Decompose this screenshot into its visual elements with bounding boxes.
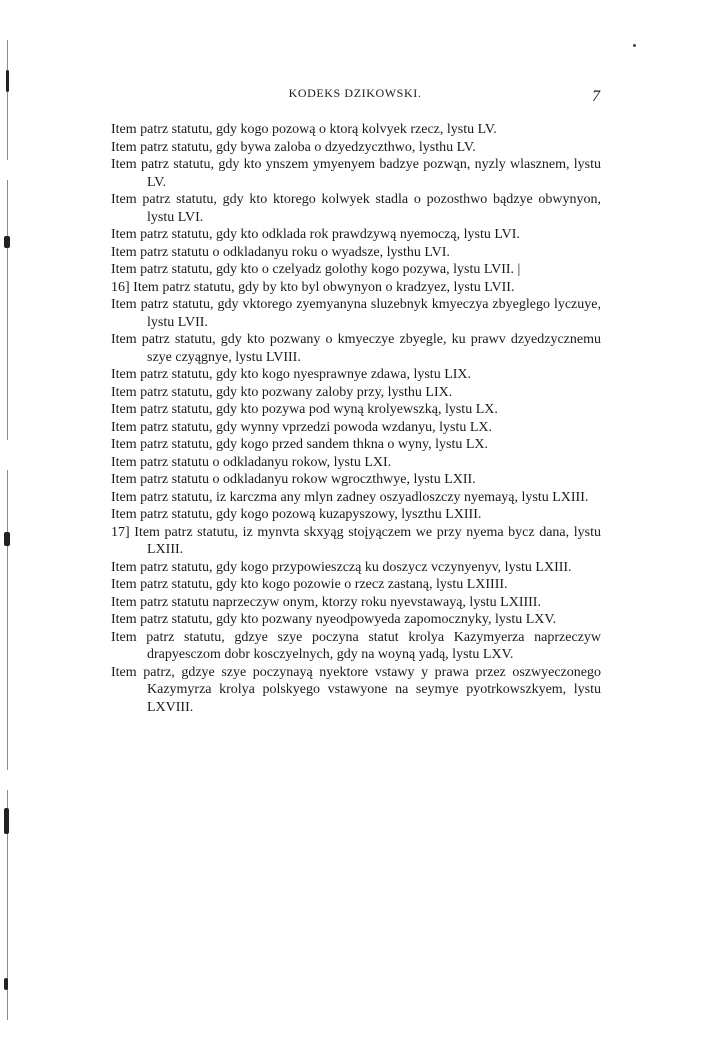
entry: Item patrz statutu, gdy kto pozwany zaloby przy, lysthu LIX. [111,384,453,400]
entry: Item patrz statutu, gdy vktorego zyemyanyna sluzebnyk kmyeczya zbyeglego lyczuye, lystu LVII. [111,297,601,330]
entry: Item patrz statutu, gdy kto pozwany nyeodpowyeda zapomocznyky, lystu LXV. [111,612,557,627]
scan-dot [633,44,636,47]
entry: Item patrz statutu, iz karczma any mlyn zadney oszyadloszczy nyemayą, lystu LXIII. [111,489,589,505]
entry: Item patrz statutu, gdy kogo pozową kuzapyszowy, lyszthu LXIII. [111,507,482,522]
entry: Item patrz statutu, gdy kogo przypowieszczą ku doszycz vczynyenyv, lystu LXIII. [111,559,572,575]
entry: Item patrz statutu, gdy kogo pozową o ktorą kolvyek rzecz, lystu LV. [111,122,497,137]
entry: 16] Item patrz statutu, gdy by kto byl obwynyon o kradzyez, lystu LVII. [111,279,515,295]
entry: Item patrz statutu, gdy kto odklada rok prawdzywą nyemoczą, lystu LVI. [111,227,520,242]
entry: Item patrz statutu, gdy kto kogo nyesprawnye zdawa, lystu LIX. [111,367,472,382]
entry: Item patrz statutu, gdy kto pozywa pod wyną krolyewszką, lystu LX. [111,402,498,417]
entry: Item patrz statutu o odkladanyu rokow, lystu LXI. [111,454,392,470]
running-title: KODEKS DZIKOWSKI. [288,86,422,100]
entry: Item patrz statutu, gdy kto kogo pozowie o rzecz zastaną, lystu LXIIII. [111,577,508,592]
running-head [110,86,600,106]
entry: Item patrz, gdzye szye poczynayą nyektore vstawy y prawa przez oszwyeczonego Kazymyrza krolya polskyego vstawyone na seymye pyotrkowszkyem, lystu LXVIII. [111,664,601,715]
entry-list [111,121,601,716]
entry: Item patrz statutu, gdy kto pozwany o kmyeczye zbyegle, ku prawv dzyedzycznemu szye czyągnye, lystu LVIII. [111,332,601,365]
entry: Item patrz statutu, gdy wynny vprzedzi powoda wzdanyu, lystu LX. [111,419,493,435]
entry: Item patrz statutu naprzeczyw onym, ktorzy roku nyevstawayą, lystu LXIIII. [111,594,541,610]
scan-margin-marks [0,0,20,1050]
entry: Item patrz statutu, gdy kto ktorego kolwyek stadla o pozosthwo bądzye obwynyon, lystu LVI. [111,192,601,225]
entry: Item patrz statutu, gdy kto ynszem ymyenyem badzye pozwąn, nyzly wlasznem, lystu LV. [111,157,601,190]
entry: Item patrz statutu o odkladanyu rokow wgroczthwye, lystu LXII. [111,472,476,487]
entry: Item patrz statutu, gdy kogo przed sandem thkna o wyny, lystu LX. [111,437,489,452]
entry: 17] Item patrz statutu, iz mynvta skxyąg stoįyączem we przy nyema bycz dana, lystu LXIII. [111,524,601,557]
entry: Item patrz statutu, gdy bywa zaloba o dzyedzyczthwo, lysthu LV. [111,139,476,155]
entry: Item patrz statutu, gdzye szye poczyna statut krolya Kazymyerza naprzeczyw drapyesczom dobr kosczyelnych, gdy na woyną yadą, lystu LXV. [111,629,601,662]
entry: Item patrz statutu, gdy kto o czelyadz golothy kogo pozywa, lystu LVII. | [111,262,521,277]
entry: Item patrz statutu o odkladanyu roku o wyadsze, lysthu LVI. [111,244,450,260]
page-number: 7 [592,88,600,105]
